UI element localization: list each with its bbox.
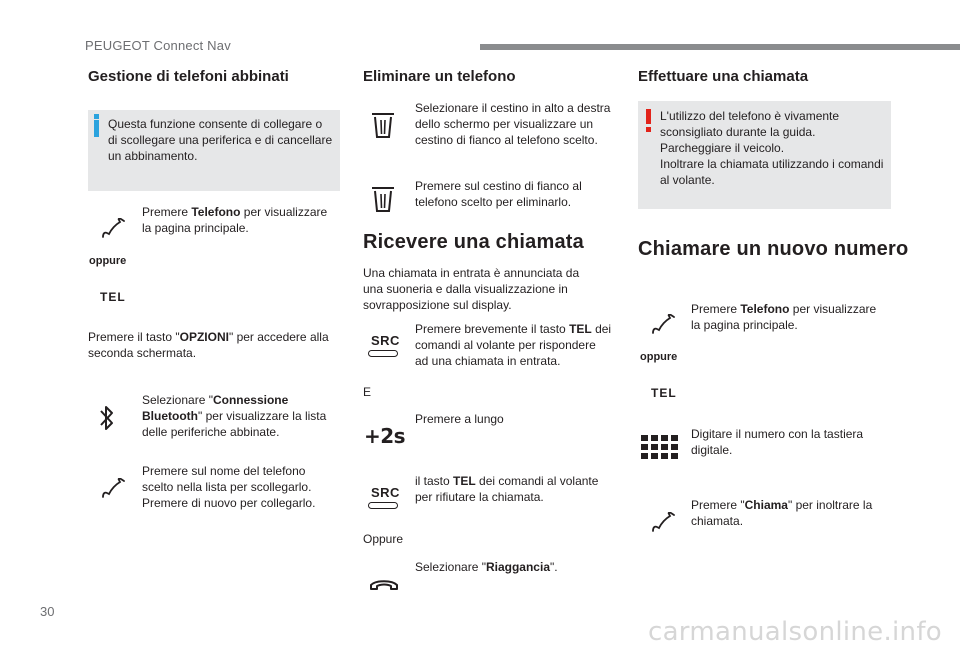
col2-intro-line2: una suoneria e dalla visualizzazione in [363, 282, 568, 296]
col2-long-press: Premere a lungo [415, 412, 504, 426]
info-line-1: Questa funzione consente di collegare o [108, 117, 323, 131]
col3-call-line1: Premere "Chiama" per inoltrare la [691, 498, 873, 512]
col2-src1-line1: Premere brevemente il tasto TEL dei [415, 322, 612, 336]
col3-step1-line1: Premere Telefono per visualizzare [691, 302, 877, 316]
hang-up-icon [368, 576, 400, 594]
phone-handset-icon [100, 218, 126, 240]
trash-icon [370, 110, 396, 140]
warning-box [638, 101, 891, 209]
col3-step1-line2: la pagina principale. [691, 318, 798, 332]
col2-trash2-line2: telefono scelto per eliminarlo. [415, 195, 572, 209]
watermark-brand: carmanualsonline.info [647, 617, 942, 647]
info-icon [94, 120, 99, 137]
heading-eliminare: Eliminare un telefono [363, 68, 516, 85]
warning-line-5: al volante. [660, 173, 715, 187]
heading-effettuare: Effettuare una chiamata [638, 68, 809, 85]
col1-bluetooth-line2: Bluetooth" per visualizzare la lista [142, 409, 327, 423]
col3-tel-button[interactable]: TEL [651, 386, 677, 400]
col1-bluetooth-line1: Selezionare "Connessione [142, 393, 289, 407]
col1-phone-name-line3: Premere di nuovo per collegarlo. [142, 496, 316, 510]
header-divider-bar [480, 44, 960, 50]
col2-hangup: Selezionare "Riaggancia". [415, 560, 558, 574]
warning-icon [646, 109, 651, 124]
col2-src1-line3: ad una chiamata in entrata. [415, 354, 561, 368]
phone-handset-icon [650, 314, 676, 336]
col2-intro-line3: sovrapposizione sul display. [363, 298, 512, 312]
col2-trash1-line2: dello schermo per visualizzare un [415, 117, 594, 131]
col1-tel-button[interactable]: TEL [100, 290, 126, 304]
col2-e-label: E [363, 385, 372, 399]
warning-line-3: Parcheggiare il veicolo. [660, 141, 785, 155]
warning-line-4: Inoltrare la chiamata utilizzando i comandi [660, 157, 884, 171]
src-button-icon [367, 485, 403, 511]
long-press-2s-icon [364, 424, 404, 450]
warning-line-2: sconsigliato durante la guida. [660, 125, 816, 139]
warning-icon-dot [646, 127, 651, 132]
heading-chiamare: Chiamare un nuovo numero [638, 238, 909, 260]
col1-or-label: oppure [89, 255, 127, 267]
src-label: SRC [371, 333, 400, 348]
src-button-icon [367, 333, 403, 359]
col2-src2-line2: per rifiutare la chiamata. [415, 490, 544, 504]
col3-keypad-line2: digitale. [691, 443, 733, 457]
page-number: 30 [40, 604, 55, 619]
bluetooth-icon [98, 403, 116, 433]
col2-trash2-line1: Premere sul cestino di fianco al [415, 179, 582, 193]
col2-intro-line1: Una chiamata in entrata è annunciata da [363, 266, 580, 280]
keypad-icon [641, 435, 679, 463]
col1-phone-name-line2: scelto nella lista per scollegarlo. [142, 480, 312, 494]
col1-options-line2: seconda schermata. [88, 346, 197, 360]
col2-trash1-line3: cestino di fianco al telefono scelto. [415, 133, 598, 147]
heading-ricevere: Ricevere una chiamata [363, 231, 584, 253]
col1-options-line1: Premere il tasto "OPZIONI" per accedere alla [88, 330, 329, 344]
info-line-2: di scollegare una periferica e di cancellare [108, 133, 333, 147]
col2-src1-line2: comandi al volante per rispondere [415, 338, 596, 352]
phone-handset-icon [100, 478, 126, 500]
col1-bluetooth-line3: delle periferiche abbinate. [142, 425, 280, 439]
col3-keypad-line1: Digitare il numero con la tastiera [691, 427, 864, 441]
col2-src2-line1: il tasto TEL dei comandi al volante [415, 474, 599, 488]
header-title: PEUGEOT Connect Nav [85, 38, 231, 53]
heading-gestione: Gestione di telefoni abbinati [88, 68, 289, 85]
col3-call-line2: chiamata. [691, 514, 744, 528]
info-icon-dot [94, 114, 99, 119]
twos-label: +2s [364, 424, 406, 448]
trash-icon [370, 184, 396, 214]
col2-oppure-label: Oppure [363, 532, 404, 546]
info-box [88, 110, 340, 191]
warning-line-1: L'utilizzo del telefono è vivamente [660, 109, 840, 123]
col2-trash1-line1: Selezionare il cestino in alto a destra [415, 101, 611, 115]
col1-phone-name-line1: Premere sul nome del telefono [142, 464, 306, 478]
info-line-3: un abbinamento. [108, 149, 198, 163]
src-label: SRC [371, 485, 400, 500]
phone-handset-icon [650, 512, 676, 534]
col3-or-label: oppure [640, 351, 678, 363]
col1-step1-line1: Premere Telefono per visualizzare [142, 205, 328, 219]
col1-step1-line2: la pagina principale. [142, 221, 249, 235]
